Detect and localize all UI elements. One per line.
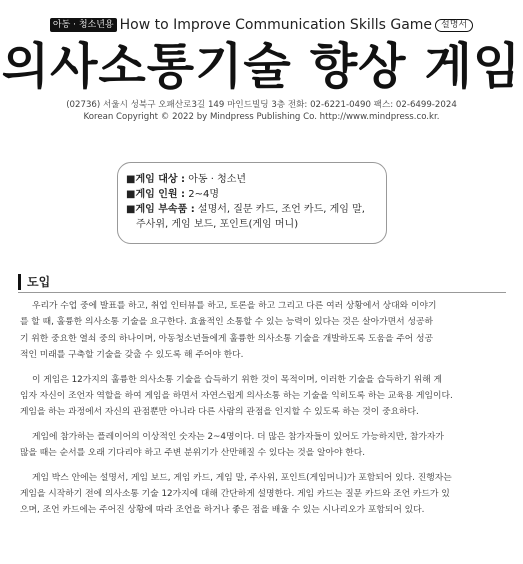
section-title: 도입 (27, 275, 51, 289)
bullet-icon: ■ (126, 204, 136, 215)
manual-badge: 설명서 (435, 19, 473, 32)
info-components-row (126, 202, 378, 217)
bullet-icon: ■ (126, 174, 136, 185)
paragraph-1 (20, 298, 505, 364)
text-line: 게임에 참가하는 플레이어의 이상적인 숫자는 2~4명이다. 더 많은 참가자들이 있어도 가능하지만, 참가자가 (32, 431, 444, 442)
section-header (18, 274, 506, 293)
target-label: 게임 대상 : (135, 174, 186, 185)
text-line: 게임을 하는 과정에서 자신의 관점뿐만 아니라 다른 사람의 관점을 인지할 수 있도록 하는 것이 중요하다. (20, 407, 419, 418)
text-line: 를 할 때, 훌륭한 의사소통 기술을 요구한다. 효율적인 소통할 수 있는 능력이 있다는 것은 살아가면서 성공하 (20, 317, 433, 328)
bullet-icon: ■ (126, 189, 136, 200)
paragraph-4 (20, 470, 505, 519)
components-label: 게임 부속품 : (135, 204, 195, 215)
body-text (20, 298, 505, 527)
target-value: 아동 · 청소년 (188, 174, 247, 185)
text-line: 기 위한 중요한 열쇠 중의 하나이며, 아동청소년들에게 훌륭한 의사소통 기술을 개발하도록 도움을 주어 성공 (20, 333, 434, 344)
paragraph-3 (20, 429, 505, 462)
paragraph-2 (20, 372, 505, 421)
publisher-address: (02736) 서울시 성북구 오패산로3길 149 마인드빌딩 3층 전화: 02-6221-0490 팩스: 02-6499-2024 (66, 100, 457, 110)
text-line: 게임 박스 안에는 설명서, 게임 보드, 게임 카드, 게임 말, 주사위, 포인트(게임머니)가 포함되어 있다. 진행자는 (32, 472, 452, 483)
english-title: How to Improve Communication Skills Game (119, 17, 433, 33)
text-line: 게임을 시작하기 전에 의사소통 기술 12가지에 대해 간단하게 설명한다. 게임 카드는 질문 카드와 조언 카드가 있 (20, 489, 450, 500)
text-line: 으며, 조언 카드에는 주어진 상황에 따라 조언을 하거나 좋은 점을 배울 수 있는 시나리오가 포함되어 있다. (20, 505, 425, 516)
text-line: 이 게임은 12가지의 훌륭한 의사소통 기술을 습득하기 위한 것이 목적이며, 이러한 기술을 습득하기 위해 게 (32, 374, 443, 385)
info-target-row (126, 172, 378, 187)
components-value-line2: 주사위, 게임 보드, 포인트(게임 머니) (136, 219, 299, 230)
players-value: 2~4명 (188, 189, 220, 200)
copyright-line: Korean Copyright © 2022 by Mindpress Publishing Co. http://www.mindpress.co.kr. (83, 112, 440, 122)
text-line: 우리가 수업 중에 발표를 하고, 취업 인터뷰를 하고, 토론을 하고 그리고 다른 여러 상황에서 상대와 이야기 (32, 301, 437, 311)
korean-title: 의사소통기술 향상 게임 (1, 38, 522, 95)
players-label: 게임 인원 : (135, 189, 186, 200)
info-players-row (126, 187, 378, 202)
text-line: 임자 자신이 조언자 역할을 하여 게임을 하면서 자연스럽게 의사소통 하는 기술을 익히도록 하는 교육용 게임이다. (20, 391, 453, 402)
section-bar-icon (18, 274, 21, 290)
game-info-box (117, 162, 387, 244)
header-line (0, 16, 523, 34)
components-value-line1: 설명서, 질문 카드, 조언 카드, 게임 말, (197, 204, 365, 215)
text-line: 많을 때는 순서를 오래 기다리야 하고 주변 분위기가 산만해질 수 있다는 것을 알아야 한다. (20, 448, 366, 459)
audience-tag: 아동 · 청소년용 (50, 18, 117, 32)
text-line: 적인 미래를 구축할 기술을 갖출 수 있도록 해 주어야 한다. (20, 350, 244, 361)
